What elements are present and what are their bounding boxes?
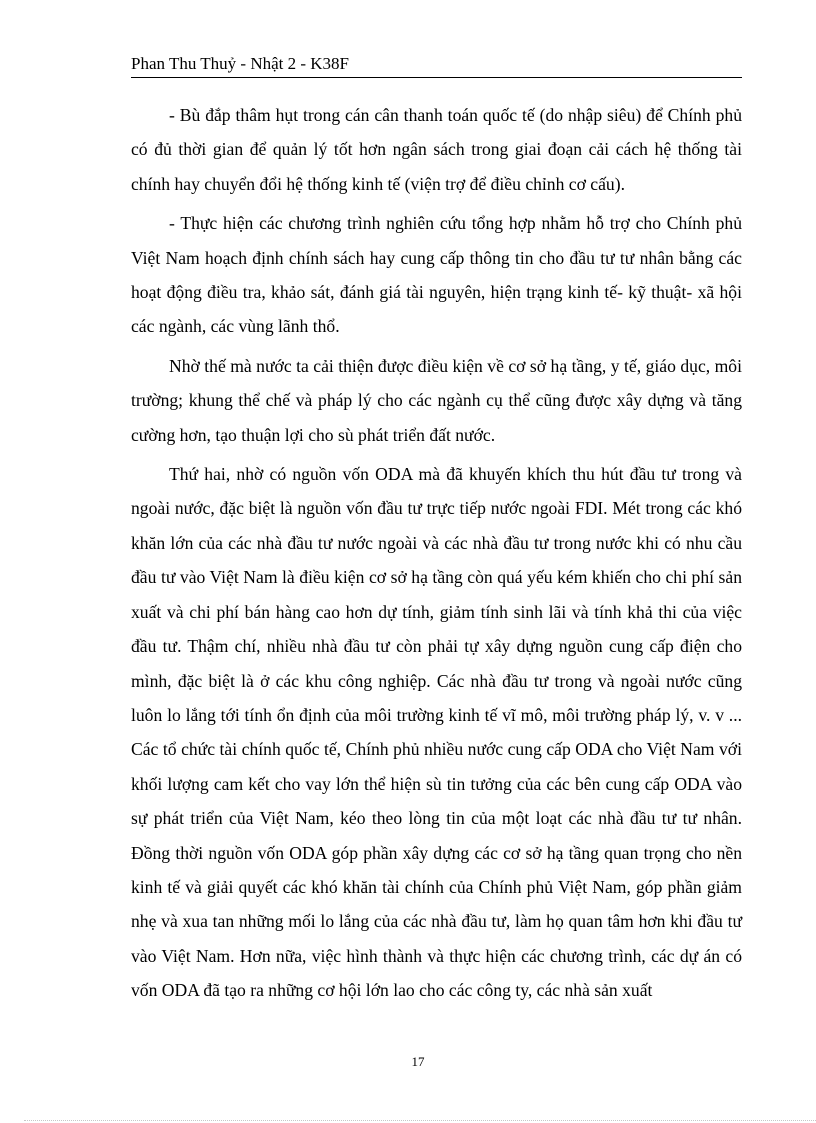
paragraph-4: Thứ hai, nhờ có nguồn vốn ODA mà đã khuyến khích thu hút đầu tư trong và ngoài nước, đặc biệt là nguồn vốn đầu tư trực tiếp nước ngoài FDI. Mét trong các khó khăn lớn của các nhà đầu tư nước ngoài và các nhà đầu tư trong nước khi có nhu cầu đầu tư vào Việt Nam là điều kiện cơ sở hạ tầng còn quá yếu kém khiến cho chi phí sản xuất và chi phí bán hàng cao hơn dự tính, giảm tính sinh lãi và tính khả thi của việc đầu tư. Thậm chí, nhiều nhà đầu tư còn phải tự xây dựng nguồn cung cấp điện cho mình, đặc biệt là ở các khu công nghiệp. Các nhà đầu tư trong và ngoài nước cũng luôn lo lắng tới tính ổn định của môi trường kinh tế vĩ mô, môi trường pháp lý, v. v ... Các tổ chức tài chính quốc tế, Chính phủ nhiều nước cung cấp ODA cho Việt Nam với khối lượng cam kết cho vay lớn thể hiện sù tin tưởng của các bên cung cấp ODA vào sự phát triển của Việt Nam, kéo theo lòng tin của một loạt các nhà đầu tư tư nhân. Đồng thời nguồn vốn ODA góp phần xây dựng các cơ sở hạ tầng quan trọng cho nền kinh tế và giải quyết các khó khăn tài chính của Chính phủ Việt Nam, góp phần giảm nhẹ và xua tan những mối lo lắng của các nhà đầu tư, làm họ quan tâm hơn khi đầu tư vào Việt Nam. Hơn nữa, việc hình thành và thực hiện các chương trình, các dự án có vốn ODA đã tạo ra những cơ hội lớn lao cho các công ty, các nhà sản xuất [131, 464, 742, 1001]
page-break-line [24, 1120, 816, 1121]
paragraph-1: - Bù đắp thâm hụt trong cán cân thanh toán quốc tế (do nhập siêu) để Chính phủ có đủ thời gian để quản lý tốt hơn ngân sách trong giai đoạn cải cách hệ thống tài chính hay chuyển đổi hệ thống kinh tế (viện trợ để điều chỉnh cơ cấu). [131, 105, 742, 194]
paragraph-2: - Thực hiện các chương trình nghiên cứu tổng hợp nhằm hỗ trợ cho Chính phủ Việt Nam hoạch định chính sách hay cung cấp thông tin cho đầu tư tư nhân bằng các hoạt động điều tra, khảo sát, đánh giá tài nguyên, hiện trạng kinh tế- kỹ thuật- xã hội các ngành, các vùng lãnh thổ. [131, 213, 742, 337]
paragraph-3: Nhờ thế mà nước ta cải thiện được điều kiện về cơ sở hạ tầng, y tế, giáo dục, môi trường; khung thể chế và pháp lý cho các ngành cụ thể cũng được xây dựng và tăng cường hơn, tạo thuận lợi cho sù phát triển đất nước. [131, 355, 742, 445]
header-rule [131, 77, 742, 78]
running-header: Phan Thu Thuỷ - Nhật 2 - K38F [131, 54, 350, 73]
body-text [131, 98, 742, 1013]
page-number: 17 [411, 1054, 425, 1069]
